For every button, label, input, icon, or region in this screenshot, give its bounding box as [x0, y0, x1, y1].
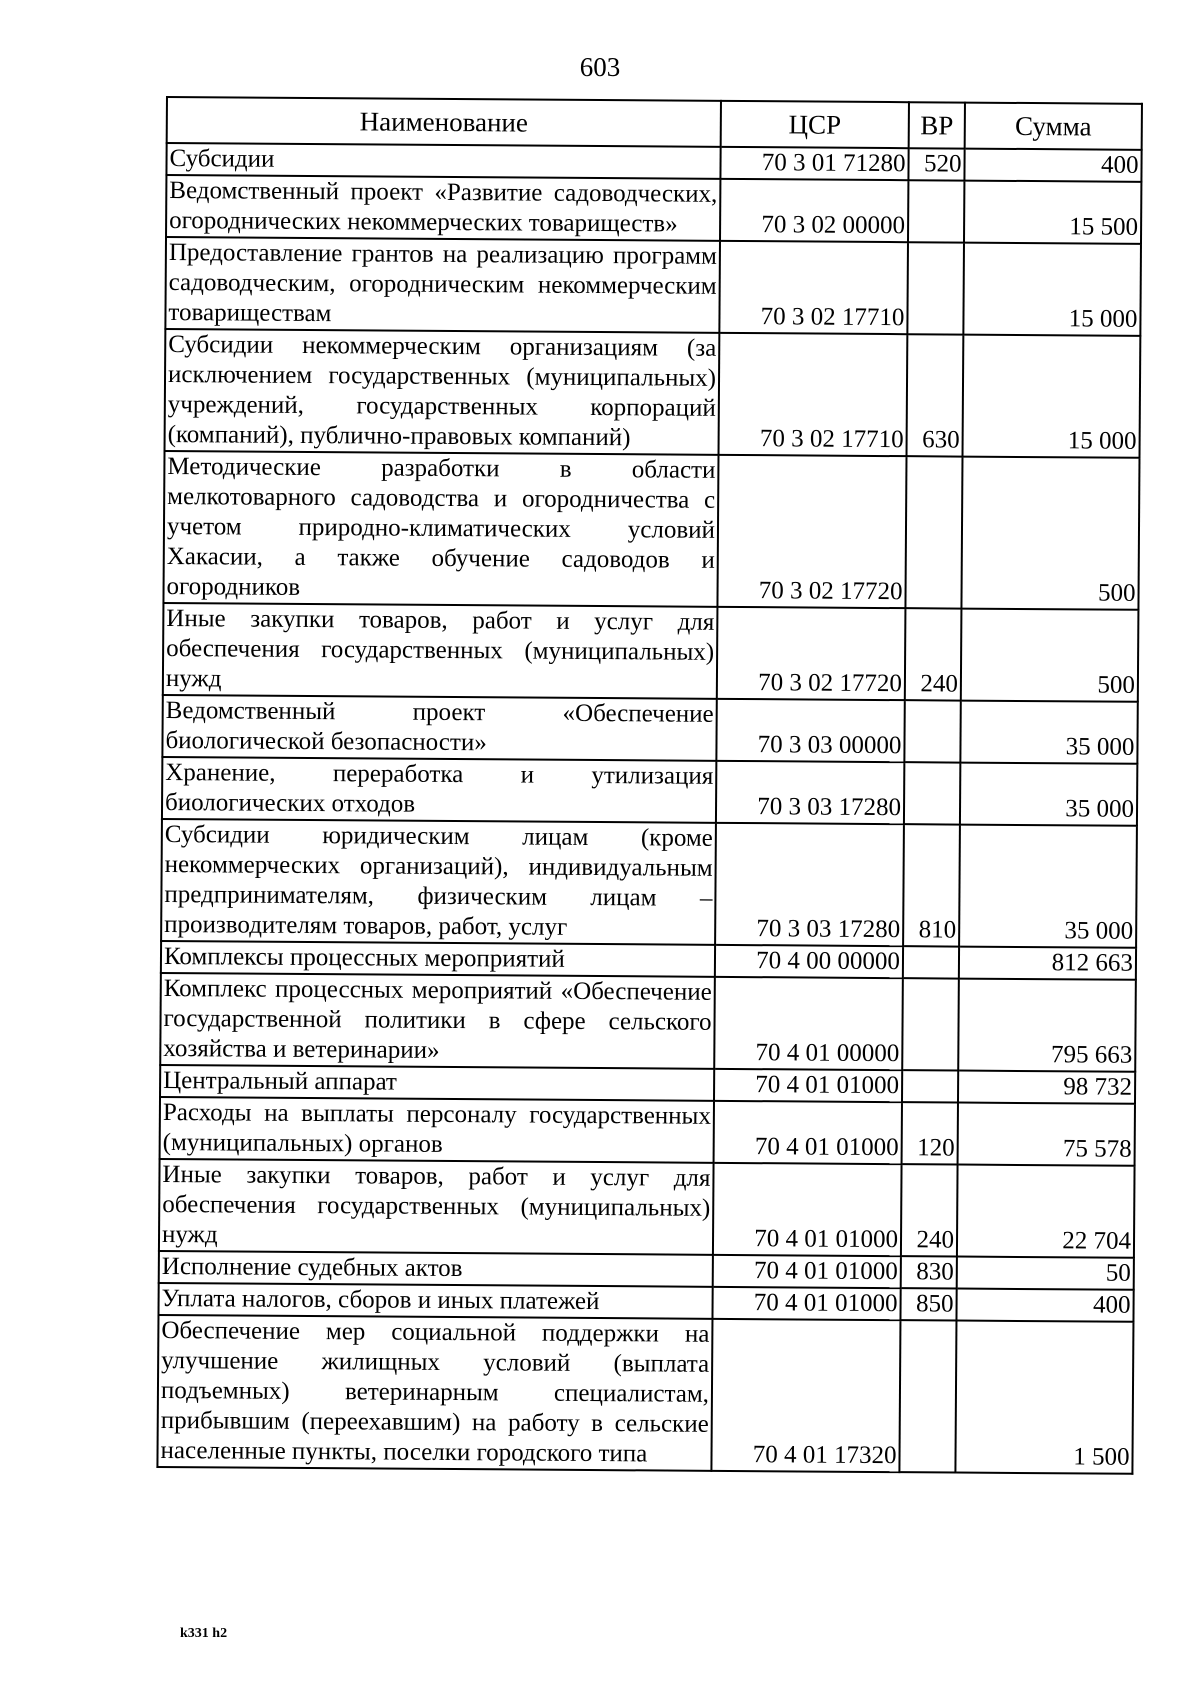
- row-name: Обеспечение мер социальной поддержки на улучшение жилищных условий (выплата подъемных) ветеринарным специалистам, прибывшим (переехавшим) на работу в сельские населенные пункты, поселки городского типа: [157, 1315, 712, 1471]
- row-csr: 70 4 01 01000: [712, 1287, 900, 1320]
- row-vr: [904, 700, 960, 762]
- row-csr: 70 3 03 17280: [716, 761, 904, 824]
- table-row: [157, 1315, 1133, 1474]
- row-name: Методические разработки в области мелкотоварного садоводства и огородничества с учетом природно-климатических условий Хакасии, а также обучение садоводов и огородников: [163, 451, 718, 607]
- row-csr: 70 4 01 01000: [713, 1255, 901, 1288]
- table-row: [165, 237, 1141, 336]
- table-row: [162, 757, 1137, 826]
- table-row: [159, 1159, 1135, 1258]
- table-row: [166, 175, 1141, 244]
- row-vr: 520: [908, 148, 964, 180]
- row-sum: 15 000: [963, 243, 1141, 336]
- row-csr: 70 4 01 01000: [713, 1163, 902, 1256]
- row-sum: 400: [956, 1289, 1133, 1322]
- row-name: Субсидии некоммерческим организациям (за исключением государственных (муниципальных) учреждений, государственных корпораций (компаний), публично-правовых компаний): [165, 329, 720, 455]
- table-row: [165, 329, 1141, 458]
- row-csr: 70 3 03 00000: [716, 699, 904, 762]
- row-csr: 70 3 03 17280: [715, 823, 904, 946]
- row-vr: 830: [901, 1256, 957, 1288]
- row-sum: 35 000: [960, 763, 1137, 826]
- header-csr: ЦСР: [721, 101, 909, 148]
- row-sum: 35 000: [960, 701, 1137, 764]
- footer-code: k331 h2: [180, 1626, 228, 1641]
- row-name: Субсидии юридическим лицам (кроме некоммерческих организаций), индивидуальным предпринимателям, физическим лицам – производителям товаров, работ, услуг: [161, 819, 716, 945]
- row-csr: 70 3 02 17720: [717, 455, 906, 608]
- row-sum: 75 578: [958, 1103, 1135, 1166]
- row-name: Иные закупки товаров, работ и услуг для обеспечения государственных (муниципальных) нужд: [163, 603, 718, 699]
- header-name: Наименование: [167, 97, 721, 147]
- row-vr: [899, 1320, 956, 1472]
- row-sum: 50: [957, 1257, 1134, 1290]
- row-csr: 70 3 02 17720: [717, 607, 906, 700]
- table-header-row: [167, 97, 1142, 150]
- row-csr: 70 3 01 71280: [720, 147, 908, 180]
- row-name: Расходы на выплаты персоналу государственных (муниципальных) органов: [160, 1097, 714, 1163]
- row-sum: 400: [964, 149, 1141, 182]
- row-name: Комплексы процессных мероприятий: [161, 941, 715, 977]
- row-name: Комплекс процессных мероприятий «Обеспечение государственной политики в сфере сельского хозяйства и ветеринарии»: [160, 973, 715, 1069]
- row-sum: 500: [961, 457, 1139, 610]
- row-vr: [907, 242, 964, 334]
- row-vr: 850: [900, 1288, 956, 1320]
- row-sum: 812 663: [959, 947, 1136, 980]
- row-name: Иные закупки товаров, работ и услуг для обеспечения государственных (муниципальных) нужд: [159, 1159, 714, 1255]
- row-vr: [905, 456, 962, 608]
- row-csr: 70 4 01 01000: [714, 1069, 902, 1102]
- row-csr: 70 4 01 00000: [714, 977, 903, 1070]
- row-csr: 70 3 02 17710: [719, 333, 908, 456]
- table-row: [161, 819, 1137, 948]
- page-number: 603: [579, 52, 621, 82]
- row-vr: 810: [903, 824, 960, 946]
- row-csr: 70 4 00 00000: [715, 945, 903, 978]
- table-row: [163, 451, 1139, 610]
- row-csr: 70 3 02 00000: [720, 179, 908, 242]
- row-vr: [904, 762, 960, 824]
- budget-table: [156, 96, 1143, 1475]
- row-sum: 500: [961, 609, 1139, 702]
- header-vr: ВР: [909, 102, 965, 148]
- row-sum: 15 500: [964, 181, 1141, 244]
- row-sum: 15 000: [963, 335, 1141, 458]
- row-sum: 98 732: [958, 1071, 1135, 1104]
- table-row: [162, 695, 1137, 764]
- row-vr: [902, 1070, 958, 1102]
- row-name: Уплата налогов, сборов и иных платежей: [158, 1283, 712, 1319]
- row-name: Исполнение судебных актов: [159, 1251, 713, 1287]
- row-vr: [903, 946, 959, 978]
- row-name: Предоставление грантов на реализацию программ садоводческим, огородническим некоммерческим товариществам: [165, 237, 720, 333]
- row-vr: 630: [907, 334, 964, 456]
- row-csr: 70 4 01 17320: [711, 1319, 900, 1472]
- row-name: Ведомственный проект «Обеспечение биологической безопасности»: [162, 695, 716, 761]
- row-vr: 240: [901, 1164, 958, 1256]
- row-name: Ведомственный проект «Развитие садоводческих, огороднических некоммерческих товариществ»: [166, 175, 720, 241]
- row-csr: 70 4 01 01000: [714, 1101, 902, 1164]
- table-row: [160, 973, 1136, 1072]
- row-vr: 120: [902, 1102, 958, 1164]
- row-sum: 22 704: [957, 1165, 1135, 1258]
- row-csr: 70 3 02 17710: [719, 241, 908, 334]
- row-name: Субсидии: [166, 143, 720, 179]
- row-sum: 1 500: [955, 1321, 1133, 1474]
- row-sum: 35 000: [959, 825, 1137, 948]
- table-row: [160, 1097, 1135, 1166]
- row-vr: [902, 978, 959, 1070]
- row-name: Центральный аппарат: [160, 1065, 714, 1101]
- row-name: Хранение, переработка и утилизация биологических отходов: [162, 757, 716, 823]
- header-sum: Сумма: [965, 103, 1142, 150]
- table-row: [163, 603, 1139, 702]
- row-vr: [908, 180, 964, 242]
- row-sum: 795 663: [958, 979, 1136, 1072]
- row-vr: 240: [905, 608, 962, 700]
